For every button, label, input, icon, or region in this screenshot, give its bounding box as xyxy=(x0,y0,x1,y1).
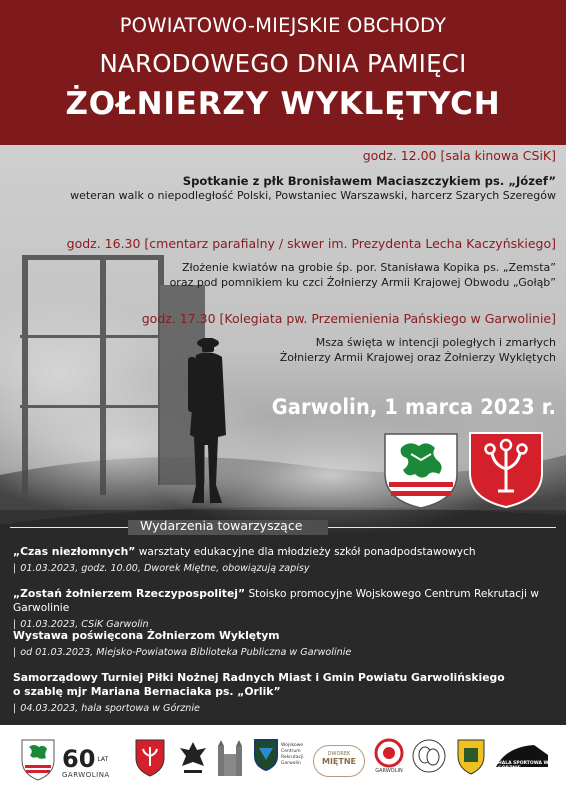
header-line-3: ŻOŁNIERZY WYKLĘTYCH xyxy=(65,86,501,122)
event-3-line-2: Żołnierzy Armii Krajowej oraz Żołnierzy Wyklętych xyxy=(279,351,556,364)
header-line-2: NARODOWEGO DNIA PAMIĘCI xyxy=(99,49,467,78)
event-3-line-1: Msza święta w intencji poległych i zmarłych xyxy=(315,336,556,349)
event-date: Garwolin, 1 marca 2023 r. xyxy=(271,395,556,420)
60-lat-garwolina-logo xyxy=(62,745,110,779)
logo-60-number: 60 xyxy=(62,745,96,773)
event-1-title: Spotkanie z płk Bronisławem Maciaszczykiem ps. „Józef” xyxy=(182,174,556,188)
sponsor-logos xyxy=(0,725,566,800)
side-event-1: „Czas niezłomnych” warsztaty edukacyjne dla młodzieży szkół ponadpodstawowych | 01.03.2023, godz. 10.00, Dworek Miętne, obowiązują zapisy xyxy=(13,545,476,574)
side-event-1-title: „Czas niezłomnych” xyxy=(13,545,136,558)
gorzno-crest-logo xyxy=(456,738,486,776)
side-event-1-meta: 01.03.2023, godz. 10.00, Dworek Miętne, obowiązują zapisy xyxy=(20,563,310,574)
event-1-line-1: weteran walk o niepodległość Polski, Powstaniec Warszawski, harcerz Szarych Szeregów xyxy=(70,189,556,202)
side-event-1-desc: warsztaty edukacyjne dla młodzieży szkół ponadpodstawowych xyxy=(135,546,476,558)
side-event-2: „Zostań żołnierzem Rzeczypospolitej” Stoisko promocyjne Wojskowego Centrum Rekrutacji w Garwolinie | 01.03.2023, CSiK Garwolin xyxy=(13,587,539,630)
side-event-4: Samorządowy Turniej Piłki Nożnej Radnych Miast i Gmin Powiatu Garwolińskiego o szablę mjr Mariana Bernaciaka ps. „Orlik” | 04.03.2023, hala sportowa w Górznie xyxy=(13,671,505,714)
eagle-logo xyxy=(178,738,208,778)
event-2-line-1: Złożenie kwiatów na grobie śp. por. Stanisława Kopika ps. „Zemsta” xyxy=(181,261,556,274)
side-event-2-meta: 01.03.2023, CSiK Garwolin xyxy=(20,619,149,630)
hala-sportowa-logo xyxy=(494,743,550,771)
event-3-time: godz. 17.30 [Kolegiata pw. Przemienienia Pańskiego w Garwolinie] xyxy=(141,311,556,326)
side-event-2-desc: Stoisko promocyjne Wojskowego Centrum Rekrutacji w Garwolinie xyxy=(13,588,539,614)
side-event-4-title-2: o szablę mjr Mariana Bernaciaka ps. „Orlik” xyxy=(13,685,281,698)
event-2-time: godz. 16.30 [cmentarz parafialny / skwer im. Prezydenta Lecha Kaczyńskiego] xyxy=(66,236,556,251)
garwolin-crest-logo xyxy=(20,738,56,782)
hala-label: HALA SPORTOWA W GÓRZNIE xyxy=(498,761,549,771)
county-crest-logo xyxy=(134,738,166,778)
side-event-3-meta: od 01.03.2023, Miejsko-Powiatowa Biblioteka Publiczna w Garwolinie xyxy=(20,647,352,658)
side-event-3: Wystawa poświęcona Żołnierzom Wyklętym | od 01.03.2023, Miejsko-Powiatowa Biblioteka Publiczna w Garwolinie xyxy=(13,629,352,658)
logo-60-caption: GARWOLINA xyxy=(62,771,110,779)
header-banner xyxy=(0,0,566,145)
wcr-logo xyxy=(253,738,307,772)
dworek-mietne-logo xyxy=(313,745,365,777)
logo-60-suffix: LAT xyxy=(97,755,109,763)
garwolin-county-crest xyxy=(466,429,546,513)
dworek-label: DWOREK xyxy=(327,751,351,757)
side-event-4-meta: 04.03.2023, hala sportowa w Górznie xyxy=(20,703,200,714)
event-1 xyxy=(70,148,556,203)
wcr-logo-label: Wojskowe Centrum Rekrutacji Garwolin xyxy=(281,743,304,766)
dworek-label-2: MIĘTNE xyxy=(321,757,357,766)
csik-caption: GARWOLIN xyxy=(375,768,403,774)
garwolin-city-crest xyxy=(381,430,461,514)
theatre-logo xyxy=(411,738,447,774)
event-2 xyxy=(67,236,556,290)
event-2-line-2: oraz pod pomnikiem ku czci Żołnierzy Armii Krajowej Obwodu „Gołąb” xyxy=(169,276,556,289)
side-event-4-title: Samorządowy Turniej Piłki Nożnej Radnych Miast i Gmin Powiatu Garwolińskiego xyxy=(13,671,505,684)
side-event-3-title: Wystawa poświęcona Żołnierzom Wyklętym xyxy=(13,629,280,642)
garwolin-csik-logo xyxy=(374,738,404,774)
event-3 xyxy=(142,311,556,365)
church-logo xyxy=(214,738,246,780)
event-1-time: godz. 12.00 [sala kinowa CSiK] xyxy=(362,148,556,163)
header-line-1: POWIATOWO-MIEJSKIE OBCHODY xyxy=(119,14,447,37)
side-event-2-title: „Zostań żołnierzem Rzeczypospolitej” xyxy=(13,587,246,600)
side-events-title: Wydarzenia towarzyszące xyxy=(140,518,303,533)
